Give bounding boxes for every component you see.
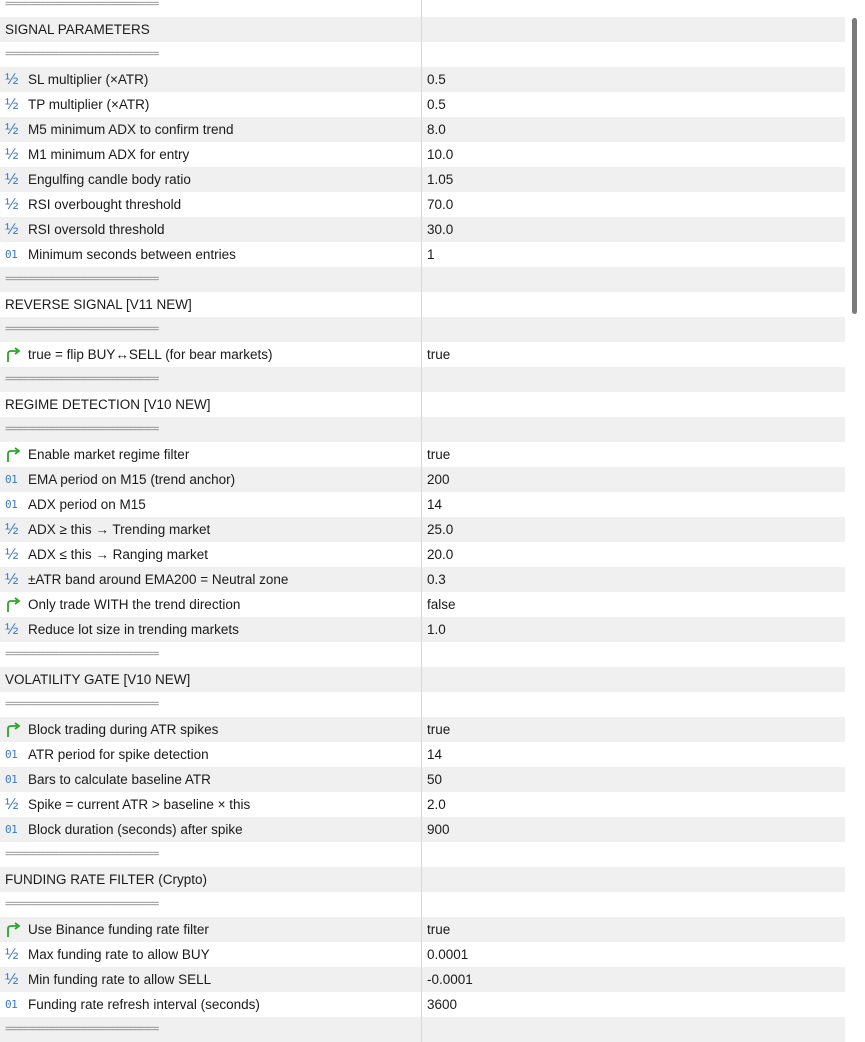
parameter-label: TP multiplier (×ATR): [28, 97, 150, 112]
parameter-row[interactable]: [0, 217, 845, 242]
fraction-icon: ½: [5, 795, 19, 813]
parameter-label: Reduce lot size in trending markets: [28, 622, 239, 637]
separator-text: =================================: [5, 899, 159, 910]
separator-text: =================================: [5, 374, 159, 385]
parameter-value[interactable]: 0.0001: [427, 947, 469, 962]
integer-icon: 01: [5, 248, 18, 261]
parameter-row[interactable]: [0, 717, 845, 742]
parameter-value[interactable]: true: [427, 347, 451, 362]
section-header-label: SIGNAL PARAMETERS: [5, 22, 150, 37]
parameter-row[interactable]: [0, 67, 845, 92]
separator-text: =================================: [5, 424, 159, 435]
section-header-row: [0, 292, 845, 317]
parameter-row[interactable]: [0, 992, 845, 1017]
parameter-value[interactable]: 0.5: [427, 72, 446, 87]
parameter-label: Enable market regime filter: [28, 447, 190, 462]
parameter-row[interactable]: [0, 517, 845, 542]
separator-text: =================================: [5, 0, 159, 10]
parameter-row[interactable]: [0, 117, 845, 142]
section-header-label: REGIME DETECTION [V10 NEW]: [5, 397, 211, 412]
separator-row: [0, 892, 845, 917]
fraction-icon: ½: [5, 970, 19, 988]
scrollbar-thumb[interactable]: [852, 18, 857, 314]
parameter-value[interactable]: 50: [427, 772, 443, 787]
parameter-label: Use Binance funding rate filter: [28, 922, 209, 937]
separator-row: [0, 0, 845, 17]
parameter-label: Minimum seconds between entries: [28, 247, 236, 262]
integer-icon: 01: [5, 998, 18, 1011]
bool-icon: [5, 721, 23, 739]
parameter-value[interactable]: true: [427, 722, 451, 737]
fraction-icon: ½: [5, 120, 19, 138]
parameter-value[interactable]: 0.3: [427, 572, 446, 587]
parameter-row[interactable]: [0, 942, 845, 967]
fraction-icon: ½: [5, 620, 19, 638]
fraction-icon: ½: [5, 195, 19, 213]
parameter-value[interactable]: false: [427, 597, 456, 612]
integer-icon: 01: [5, 773, 18, 786]
parameter-value[interactable]: true: [427, 922, 451, 937]
parameter-label: SL multiplier (×ATR): [28, 72, 149, 87]
parameter-value[interactable]: 1: [427, 247, 435, 262]
parameter-label: Block trading during ATR spikes: [28, 722, 219, 737]
parameter-value[interactable]: 0.5: [427, 97, 446, 112]
parameter-row[interactable]: [0, 567, 845, 592]
fraction-icon: ½: [5, 545, 19, 563]
parameter-row[interactable]: [0, 192, 845, 217]
parameter-row[interactable]: [0, 167, 845, 192]
integer-icon: 01: [5, 748, 18, 761]
parameter-value[interactable]: 20.0: [427, 547, 454, 562]
parameter-row[interactable]: [0, 542, 845, 567]
parameter-value[interactable]: 1.0: [427, 622, 446, 637]
parameter-row[interactable]: [0, 442, 845, 467]
bool-icon: [5, 446, 23, 464]
integer-icon: 01: [5, 473, 18, 486]
separator-row: [0, 317, 845, 342]
parameter-row[interactable]: [0, 592, 845, 617]
parameter-value[interactable]: 14: [427, 497, 443, 512]
parameter-row[interactable]: [0, 617, 845, 642]
parameter-label: ADX period on M15: [28, 497, 146, 512]
separator-text: =================================: [5, 649, 159, 660]
fraction-icon: ½: [5, 170, 19, 188]
bool-icon: [5, 346, 23, 364]
parameter-label: Block duration (seconds) after spike: [28, 822, 243, 837]
parameter-label: ATR period for spike detection: [28, 747, 209, 762]
fraction-icon: ½: [5, 95, 19, 113]
separator-text: =================================: [5, 324, 159, 335]
parameter-row[interactable]: [0, 742, 845, 767]
section-header-row: [0, 667, 845, 692]
parameter-row[interactable]: [0, 242, 845, 267]
parameter-label: ±ATR band around EMA200 = Neutral zone: [28, 572, 289, 587]
parameter-row[interactable]: [0, 917, 845, 942]
parameter-label: EMA period on M15 (trend anchor): [28, 472, 236, 487]
separator-row: [0, 267, 845, 292]
separator-text: =================================: [5, 1024, 159, 1035]
parameter-row[interactable]: [0, 817, 845, 842]
bool-icon: [5, 921, 23, 939]
parameter-row[interactable]: [0, 967, 845, 992]
parameter-label: Min funding rate to allow SELL: [28, 972, 212, 987]
parameter-value[interactable]: 200: [427, 472, 450, 487]
section-header-row: [0, 17, 845, 42]
parameter-value[interactable]: 8.0: [427, 122, 446, 137]
section-header-row: [0, 392, 845, 417]
parameter-row[interactable]: [0, 792, 845, 817]
parameter-label: RSI oversold threshold: [28, 222, 165, 237]
separator-row: [0, 642, 845, 667]
separator-row: [0, 692, 845, 717]
integer-icon: 01: [5, 498, 18, 511]
fraction-icon: ½: [5, 220, 19, 238]
fraction-icon: ½: [5, 145, 19, 163]
separator-row: [0, 1017, 845, 1042]
parameter-label: ADX ≥ this → Trending market: [28, 522, 211, 537]
parameter-value[interactable]: 70.0: [427, 197, 454, 212]
fraction-icon: ½: [5, 945, 19, 963]
parameter-label: RSI overbought threshold: [28, 197, 182, 212]
parameter-row[interactable]: [0, 492, 845, 517]
parameter-value[interactable]: -0.0001: [427, 972, 473, 987]
parameter-label: Max funding rate to allow BUY: [28, 947, 210, 962]
fraction-icon: ½: [5, 570, 19, 588]
parameter-value[interactable]: 2.0: [427, 797, 446, 812]
integer-icon: 01: [5, 823, 18, 836]
parameter-label: Bars to calculate baseline ATR: [28, 772, 211, 787]
section-header-label: FUNDING RATE FILTER (Crypto): [5, 872, 208, 887]
parameter-row[interactable]: [0, 92, 845, 117]
parameter-value[interactable]: 10.0: [427, 147, 454, 162]
parameter-value[interactable]: 900: [427, 822, 450, 837]
parameter-row[interactable]: [0, 342, 845, 367]
parameter-label: ADX ≤ this → Ranging market: [28, 547, 208, 562]
fraction-icon: ½: [5, 70, 19, 88]
parameter-label: Funding rate refresh interval (seconds): [28, 997, 260, 1012]
section-header-label: REVERSE SIGNAL [V11 NEW]: [5, 297, 192, 312]
parameter-value[interactable]: 25.0: [427, 522, 454, 537]
separator-text: =================================: [5, 49, 159, 60]
parameter-row[interactable]: [0, 767, 845, 792]
separator-row: [0, 417, 845, 442]
parameter-row[interactable]: [0, 467, 845, 492]
parameter-value[interactable]: 14: [427, 747, 443, 762]
section-header-row: [0, 867, 845, 892]
parameter-value[interactable]: true: [427, 447, 451, 462]
bool-icon: [5, 596, 23, 614]
parameter-label: true = flip BUY↔SELL (for bear markets): [28, 347, 273, 362]
parameter-value[interactable]: 30.0: [427, 222, 454, 237]
fraction-icon: ½: [5, 520, 19, 538]
parameter-label: Only trade WITH the trend direction: [28, 597, 241, 612]
separator-text: =================================: [5, 699, 159, 710]
parameter-value[interactable]: 1.05: [427, 172, 454, 187]
parameter-label: Engulfing candle body ratio: [28, 172, 191, 187]
separator-row: [0, 842, 845, 867]
separator-row: [0, 42, 845, 67]
separator-text: =================================: [5, 849, 159, 860]
parameter-label: Spike = current ATR > baseline × this: [28, 797, 251, 812]
separator-text: =================================: [5, 274, 159, 285]
separator-row: [0, 367, 845, 392]
parameter-row[interactable]: [0, 142, 845, 167]
parameter-value[interactable]: 3600: [427, 997, 458, 1012]
section-header-label: VOLATILITY GATE [V10 NEW]: [5, 672, 191, 687]
parameter-label: M1 minimum ADX for entry: [28, 147, 190, 162]
parameter-label: M5 minimum ADX to confirm trend: [28, 122, 234, 137]
